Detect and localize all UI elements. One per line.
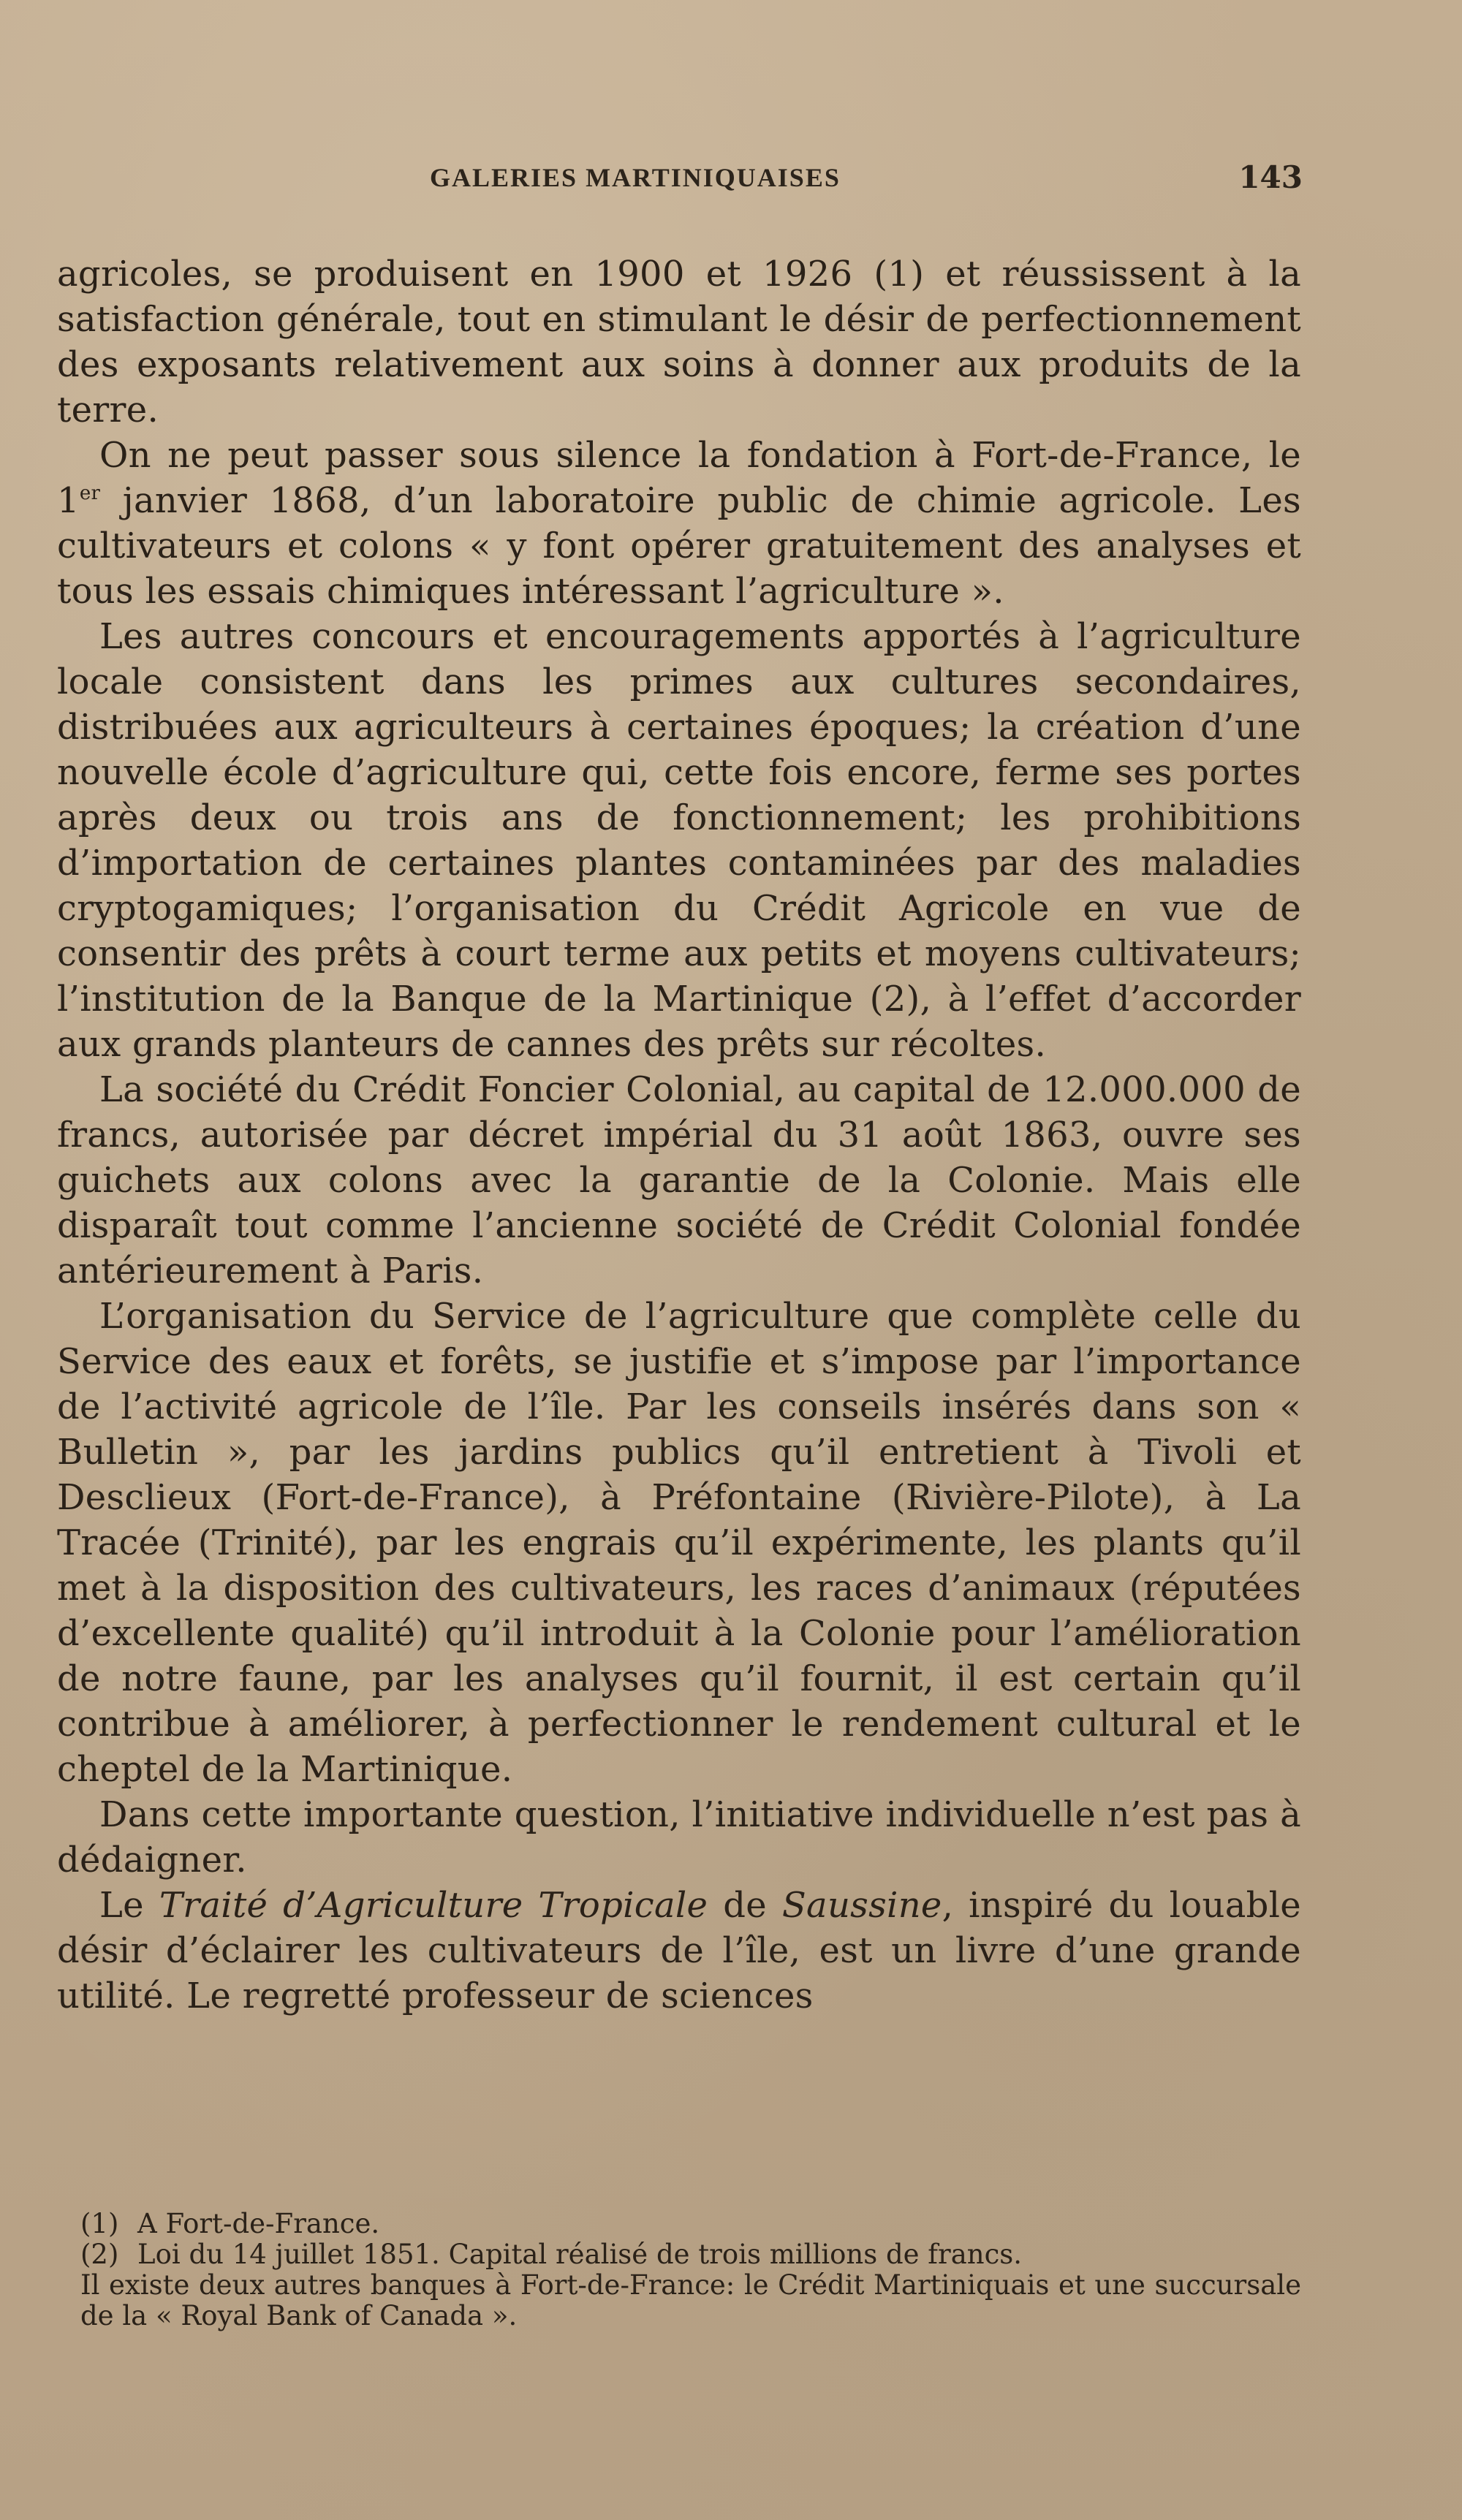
paragraph-text: , inspiré du louable désir d’éclairer les cultivateurs de l’île, est un livre d’une grande utilité. Le regretté professeur de sciences	[57, 1885, 1301, 2016]
paragraph-text: On ne peut passer sous silence la fondation à Fort-de-France, le 1	[57, 435, 1301, 521]
paragraph-laboratoire	[57, 433, 1301, 614]
page-number: 143	[1238, 159, 1303, 195]
page-header	[57, 159, 1303, 202]
footnote-marker: (1)	[80, 2208, 119, 2239]
paragraph-continued: agricoles, se produisent en 1900 et 1926 (1) et réussissent à la satisfaction générale, tout en stimulant le désir de perfectionnement des exposants relativement aux soins à donner aux produits de la terre.	[57, 254, 1301, 430]
footnotes	[80, 2209, 1301, 2331]
paragraph-service-agriculture: L’organisation du Service de l’agriculture que complète celle du Service des eaux et forêts, se justifie et s’impose par l’importance de l’activité agricole de l’île. Par les conseils insérés dans son « Bulletin », par les jardins publics qu’il entretient à Tivoli et Desclieux (Fort-de-France), à Préfontaine (Rivière-Pilote), à La Tracée (Trinité), par les engrais qu’il expérimente, les plants qu’il met à la disposition des cultivateurs, les races d’animaux (réputées d’excellente qualité) qu’il introduit à la Colonie pour l’amélioration de notre faune, par les analyses qu’il fournit, il est certain qu’il contribue à améliorer, à perfectionner le rendement cultural et le cheptel de la Martinique.	[57, 1296, 1301, 1790]
book-title: Traité d’Agriculture Tropicale	[159, 1885, 708, 1926]
paragraph-encouragements: Les autres concours et encouragements apportés à l’agriculture locale consistent dans les primes aux cultures secondaires, distribuées aux agriculteurs à certaines époques; la création d’une nouvelle école d’agriculture qui, cette fois encore, ferme ses portes après deux ou trois ans de fonctionnement; les prohibitions d’importation de certaines plantes contaminées par des maladies cryptogamiques; l’organisation du Crédit Agricole en vue de consentir des prêts à court terme aux petits et moyens cultivateurs; l’institution de la Banque de la Martinique (2), à l’effet d’accorder aux grands planteurs de cannes des prêts sur récoltes.	[57, 616, 1301, 1065]
paragraph-traite	[57, 1883, 1301, 2019]
paragraph-text: de	[708, 1885, 782, 1926]
footnote-text: A Fort-de-France.	[137, 2208, 380, 2239]
footnote-1	[80, 2209, 1301, 2239]
footnote-text: Loi du 14 juillet 1851. Capital réalisé de trois millions de francs.	[137, 2239, 1023, 2270]
footnote-marker: (2)	[80, 2239, 119, 2270]
paragraph-text: Le	[99, 1885, 159, 1926]
paragraph-text: janvier 1868, d’un laboratoire public de chimie agricole. Les cultivateurs et colons « y font opérer gratuitement des analyses et tous les essais chimiques intéressant l’agriculture ».	[57, 480, 1301, 612]
body-text	[57, 251, 1301, 2019]
footnote-2-continued: Il existe deux autres banques à Fort-de-France: le Crédit Martiniquais et une succursale de la « Royal Bank of Canada ».	[80, 2269, 1301, 2331]
footnote-2	[80, 2239, 1301, 2270]
author-name: Saussine	[781, 1885, 942, 1926]
running-title: GALERIES MARTINIQUAISES	[430, 163, 841, 192]
paragraph-initiative: Dans cette importante question, l’initiative individuelle n’est pas à dédaigner.	[57, 1794, 1301, 1880]
ordinal-superscript: er	[79, 482, 101, 504]
paragraph-credit-foncier: La société du Crédit Foncier Colonial, au capital de 12.000.000 de francs, autorisée par décret impérial du 31 août 1863, ouvre ses guichets aux colons avec la garantie de la Colonie. Mais elle disparaît tout comme l’ancienne société de Crédit Colonial fondée antérieurement à Paris.	[57, 1069, 1301, 1291]
